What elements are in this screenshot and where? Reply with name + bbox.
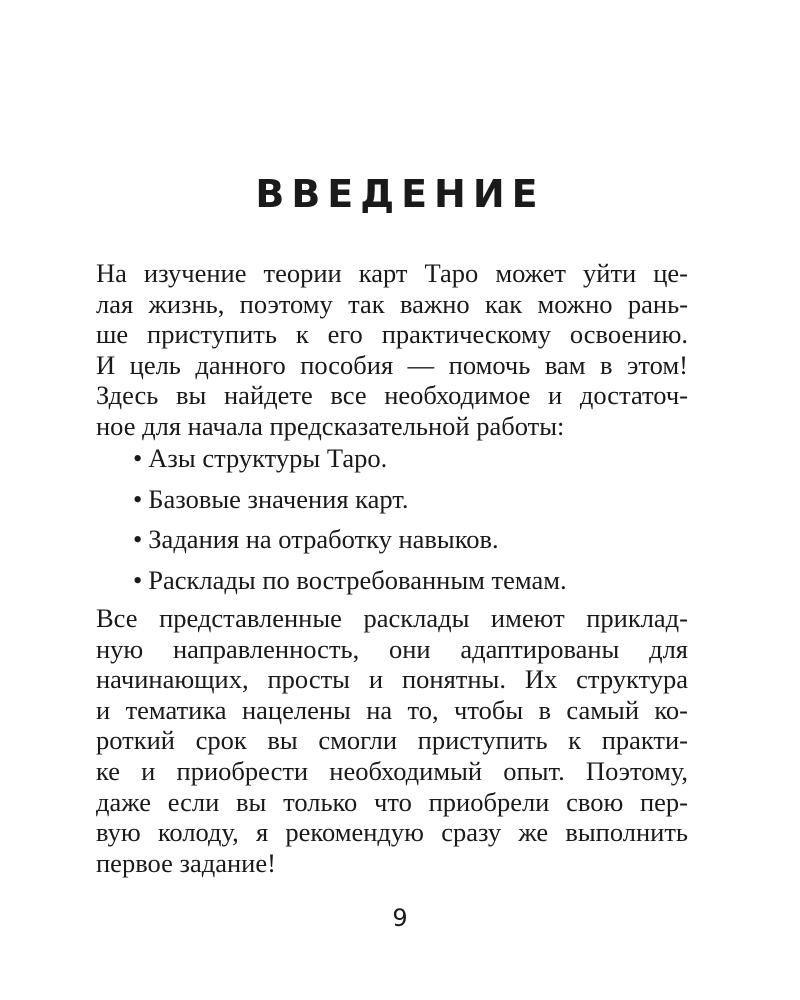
bullet-icon: • [133,443,143,473]
paragraph-line: ше приступить к его практическому освоению. [96,319,688,350]
paragraph-line: ке и приобрести необходимый опыт. Поэтому, [96,755,688,786]
paragraph-line: ную направленность, они адаптированы для [96,633,688,664]
paragraph-line: Здесь вы найдете все необходимое и достаточ- [96,380,688,411]
paragraph-line: Все представленные расклады имеют приклад- [96,603,688,633]
paragraph-line: роткий срок вы смогли приступить к практи- [96,725,688,756]
bullet-icon: • [133,564,143,595]
bullet-icon: • [133,524,143,554]
bullet-icon: • [133,483,143,514]
paragraph-line: ное для начала предсказательной работы: [96,410,565,441]
closing-paragraph [96,603,688,878]
page-title: ВВЕДЕНИЕ [255,172,545,216]
paragraph-line: начинающих, просты и понятны. Их структура [96,664,688,695]
paragraph-line: первое задание! [96,847,276,878]
page-number: 9 [392,904,408,932]
bullet-list [133,443,567,605]
list-item-text: Расклады по востребованным темам. [148,564,567,595]
intro-paragraph [96,258,688,442]
paragraph-line: и тематика нацелены на то, чтобы в самый ко- [96,694,688,725]
paragraph-line: даже если вы только что приобрели свою пер- [96,786,688,817]
list-item-text: Задания на отработку навыков. [148,524,499,554]
list-item [133,565,567,606]
paragraph-line: На изучение теории карт Таро может уйти це- [96,258,688,288]
list-item [133,524,567,565]
list-item-text: Азы структуры Таро. [148,443,388,473]
paragraph-line: вую колоду, я рекомендую сразу же выполнить [96,817,688,848]
paragraph-line: И цель данного пособия — помочь вам в этом! [96,349,688,380]
list-item-text: Базовые значения карт. [148,483,409,514]
list-item [133,484,567,525]
paragraph-line: лая жизнь, поэтому так важно как можно рань- [96,288,688,319]
list-item [133,443,567,484]
